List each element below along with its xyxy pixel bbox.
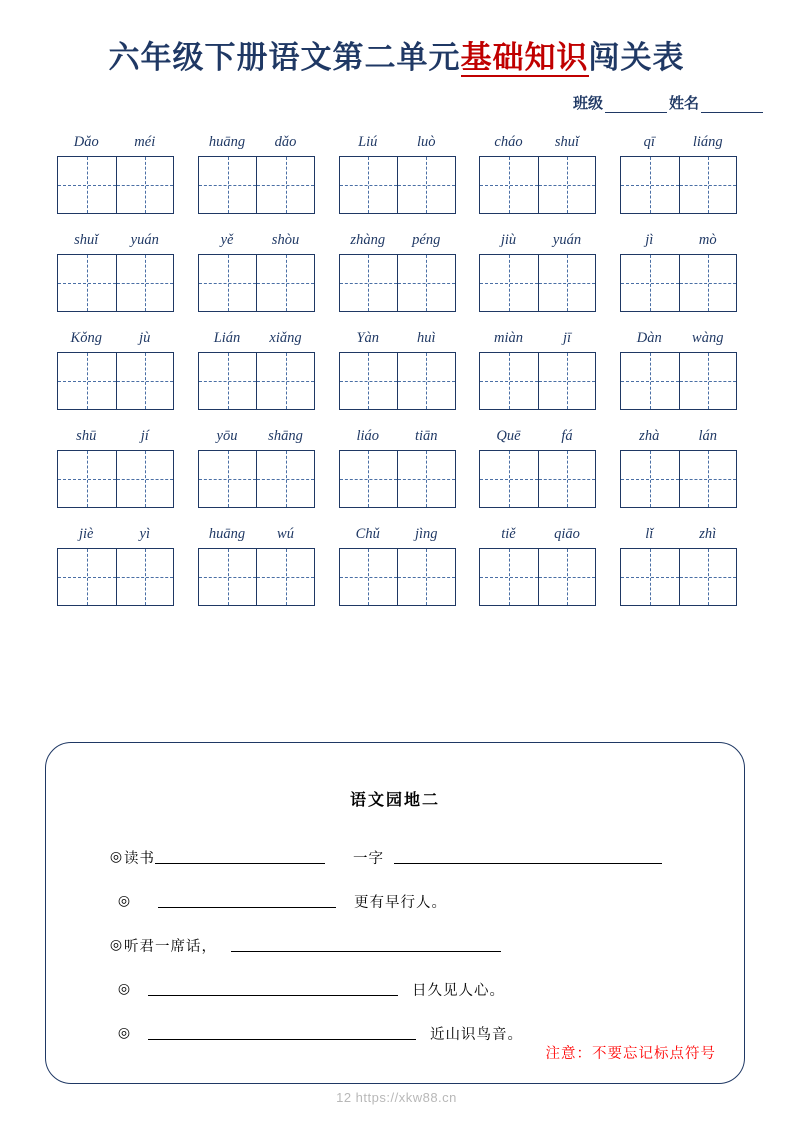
tianzi-row[interactable] (57, 352, 174, 410)
word-group (339, 128, 456, 214)
pinyin-row (198, 324, 315, 352)
pinyin-cell: Lián (213, 329, 241, 346)
question-row-2 (46, 879, 744, 923)
pinyin-row (479, 520, 596, 548)
tianzi-row[interactable] (620, 450, 737, 508)
word-group (620, 324, 737, 410)
pinyin-row (620, 324, 737, 352)
answer-blank[interactable] (148, 982, 398, 996)
pinyin-row (620, 422, 737, 450)
name-blank[interactable] (701, 98, 763, 113)
tianzi-cell[interactable] (116, 255, 174, 311)
pinyin-row (57, 226, 174, 254)
question-row-4 (46, 967, 744, 1011)
tianzi-cell[interactable] (621, 353, 679, 409)
tianzi-cell[interactable] (679, 255, 737, 311)
question-text: 读书 (124, 850, 155, 867)
tianzi-row[interactable] (198, 254, 315, 312)
tianzi-cell[interactable] (340, 353, 398, 409)
tianzi-cell[interactable] (397, 353, 455, 409)
pinyin-cell: Yàn (356, 329, 380, 346)
pinyin-cell: Dàn (636, 329, 662, 346)
pinyin-row (479, 324, 596, 352)
question-row-1 (46, 835, 744, 879)
pinyin-cell: luò (416, 133, 436, 150)
bullet-icon: ◎ (117, 893, 131, 909)
pinyin-cell: jī (562, 329, 572, 346)
question-text-mid: 一字 (353, 850, 384, 867)
tianzi-cell[interactable] (340, 255, 398, 311)
tianzi-cell[interactable] (621, 451, 679, 507)
grid-column-2 (198, 128, 315, 618)
pinyin-cell: Quē (496, 427, 521, 444)
tianzi-row[interactable] (479, 352, 596, 410)
tianzi-row[interactable] (620, 352, 737, 410)
answer-blank[interactable] (394, 850, 662, 864)
tianzi-cell[interactable] (480, 451, 538, 507)
pinyin-cell: Kǒng (70, 329, 102, 346)
pinyin-cell: shuǐ (74, 231, 99, 248)
tianzi-row[interactable] (339, 156, 456, 214)
word-group (57, 422, 174, 508)
grid-column-5 (620, 128, 737, 618)
pinyin-cell: mò (698, 231, 717, 248)
pinyin-cell: yuán (130, 231, 159, 248)
tianzi-cell[interactable] (256, 255, 314, 311)
pinyin-cell: qī (643, 133, 655, 150)
pinyin-cell: tiě (501, 525, 516, 542)
pinyin-cell: shāng (268, 427, 303, 444)
pinyin-row (198, 128, 315, 156)
pinyin-cell: shuǐ (554, 133, 580, 150)
page-title-before: 六年级下册语文第二单元 (108, 40, 461, 75)
pinyin-cell: péng (412, 231, 441, 248)
bullet-icon: ◎ (109, 937, 123, 953)
word-group (620, 520, 737, 606)
word-group (620, 226, 737, 312)
pinyin-row (339, 520, 456, 548)
word-group (339, 520, 456, 606)
tianzi-cell[interactable] (621, 255, 679, 311)
pinyin-row (479, 422, 596, 450)
pinyin-row (479, 128, 596, 156)
tianzi-cell[interactable] (116, 157, 174, 213)
pinyin-cell: huāng (208, 525, 246, 542)
word-group (57, 128, 174, 214)
pinyin-row (57, 324, 174, 352)
pinyin-cell: xiǎng (269, 329, 302, 346)
tianzi-cell[interactable] (256, 451, 314, 507)
pinyin-cell: shū (76, 427, 97, 444)
word-group (479, 520, 596, 606)
pinyin-row (198, 422, 315, 450)
tianzi-cell[interactable] (621, 157, 679, 213)
word-group (198, 520, 315, 606)
tianzi-cell[interactable] (58, 157, 116, 213)
note-text: 注意：不要忘记标点符号 (545, 1046, 716, 1062)
tianzi-cell[interactable] (58, 549, 116, 605)
tianzi-cell[interactable] (538, 451, 596, 507)
question-text-post: 日久见人心。 (412, 982, 505, 999)
tianzi-row[interactable] (479, 548, 596, 606)
grid-column-4 (479, 128, 596, 618)
tianzi-cell[interactable] (480, 549, 538, 605)
pinyin-row (339, 226, 456, 254)
tianzi-cell[interactable] (199, 549, 257, 605)
tianzi-row[interactable] (198, 450, 315, 508)
pinyin-cell: yōu (216, 427, 238, 444)
tianzi-row[interactable] (620, 156, 737, 214)
tianzi-cell[interactable] (538, 353, 596, 409)
pinyin-cell: jiè (79, 525, 94, 542)
question-text-post: 更有早行人。 (354, 894, 447, 911)
answer-blank[interactable] (155, 850, 325, 864)
tianzi-row[interactable] (620, 254, 737, 312)
pinyin-cell: wàng (692, 329, 724, 346)
pinyin-cell: huì (416, 329, 436, 346)
pinyin-grid-area (57, 128, 737, 618)
tianzi-cell[interactable] (58, 451, 116, 507)
tianzi-cell[interactable] (199, 255, 257, 311)
pinyin-cell: yuán (552, 231, 582, 248)
tianzi-row[interactable] (57, 156, 174, 214)
bullet-icon: ◎ (109, 849, 123, 865)
tianzi-cell[interactable] (679, 353, 737, 409)
tianzi-row[interactable] (339, 352, 456, 410)
pinyin-row (479, 226, 596, 254)
grid-column-1 (57, 128, 174, 618)
pinyin-row (198, 226, 315, 254)
word-group (620, 128, 737, 214)
pinyin-cell: yě (220, 231, 234, 248)
tianzi-cell[interactable] (116, 549, 174, 605)
word-group (57, 520, 174, 606)
tianzi-cell[interactable] (397, 255, 455, 311)
word-group (198, 128, 315, 214)
tianzi-row[interactable] (198, 548, 315, 606)
word-group (198, 226, 315, 312)
tianzi-cell[interactable] (538, 549, 596, 605)
pinyin-row (57, 520, 174, 548)
pinyin-cell: zhì (699, 525, 717, 542)
pinyin-cell: liáng (692, 133, 723, 150)
tianzi-cell[interactable] (340, 451, 398, 507)
pinyin-cell: huāng (208, 133, 246, 150)
pinyin-cell: Dǎo (73, 133, 99, 150)
page-title-highlight: 基础知识 (460, 40, 589, 75)
word-group (479, 128, 596, 214)
tianzi-cell[interactable] (256, 549, 314, 605)
tianzi-row[interactable] (57, 548, 174, 606)
class-blank[interactable] (605, 98, 667, 113)
pinyin-row (339, 324, 456, 352)
tianzi-cell[interactable] (256, 157, 314, 213)
pinyin-row (339, 422, 456, 450)
yuwen-yuandi-box (45, 742, 745, 1084)
tianzi-row[interactable] (479, 156, 596, 214)
pinyin-cell: Liú (358, 133, 378, 150)
pinyin-row (57, 422, 174, 450)
tianzi-cell[interactable] (116, 353, 174, 409)
pinyin-cell: méi (134, 133, 156, 150)
word-group (339, 324, 456, 410)
pinyin-cell: lán (698, 427, 718, 444)
pinyin-cell: jiù (500, 231, 517, 248)
pinyin-cell: zhàng (350, 231, 386, 248)
question-text: 听君一席话， (124, 938, 217, 955)
word-group (479, 226, 596, 312)
pinyin-cell: miàn (494, 329, 523, 346)
grid-column-3 (339, 128, 456, 618)
word-group (198, 324, 315, 410)
tianzi-row[interactable] (57, 254, 174, 312)
tianzi-row[interactable] (479, 450, 596, 508)
pinyin-cell: tiān (414, 427, 438, 444)
pinyin-cell: jí (140, 427, 149, 444)
word-group (339, 226, 456, 312)
pinyin-cell: qiāo (554, 525, 580, 542)
tianzi-cell[interactable] (679, 549, 737, 605)
tianzi-row[interactable] (339, 254, 456, 312)
student-info-line (573, 92, 765, 113)
word-group (57, 324, 174, 410)
tianzi-cell[interactable] (397, 451, 455, 507)
word-group (479, 422, 596, 508)
page-title-after: 闯关表 (588, 40, 685, 75)
pinyin-cell: fá (561, 427, 573, 444)
answer-blank[interactable] (148, 1026, 416, 1040)
watermark: 12 https://xkw88.cn (336, 1090, 457, 1105)
tianzi-cell[interactable] (116, 451, 174, 507)
question-text-post: 近山识鸟音。 (430, 1026, 523, 1043)
pinyin-cell: cháo (494, 133, 523, 150)
pinyin-row (57, 128, 174, 156)
box-title: 语文园地二 (349, 792, 440, 809)
question-row-3 (46, 923, 744, 967)
pinyin-cell: jì (645, 231, 654, 248)
answer-blank[interactable] (158, 894, 336, 908)
pinyin-cell: lǐ (645, 525, 654, 542)
tianzi-cell[interactable] (58, 255, 116, 311)
tianzi-cell[interactable] (621, 549, 679, 605)
word-group (339, 422, 456, 508)
tianzi-cell[interactable] (199, 451, 257, 507)
pinyin-row (620, 128, 737, 156)
tianzi-cell[interactable] (538, 157, 596, 213)
tianzi-cell[interactable] (58, 353, 116, 409)
tianzi-cell[interactable] (679, 451, 737, 507)
pinyin-cell: Chǔ (355, 525, 380, 542)
tianzi-row[interactable] (198, 156, 315, 214)
word-group (620, 422, 737, 508)
question-list (46, 835, 744, 1055)
tianzi-cell[interactable] (480, 255, 538, 311)
tianzi-cell[interactable] (480, 157, 538, 213)
word-group (479, 324, 596, 410)
pinyin-row (620, 226, 737, 254)
tianzi-row[interactable] (339, 450, 456, 508)
tianzi-cell[interactable] (340, 549, 398, 605)
pinyin-cell: jù (139, 329, 151, 346)
tianzi-cell[interactable] (480, 353, 538, 409)
pinyin-cell: dǎo (274, 133, 297, 150)
class-label: 班级 (572, 96, 603, 112)
bullet-icon: ◎ (117, 981, 131, 997)
name-label: 姓名 (668, 96, 699, 112)
pinyin-cell: yì (139, 525, 150, 542)
pinyin-row (198, 520, 315, 548)
pinyin-cell: liáo (356, 427, 380, 444)
tianzi-row[interactable] (479, 254, 596, 312)
tianzi-cell[interactable] (199, 157, 257, 213)
word-group (57, 226, 174, 312)
tianzi-row[interactable] (339, 548, 456, 606)
word-group (198, 422, 315, 508)
answer-blank[interactable] (231, 938, 501, 952)
pinyin-cell: wú (277, 525, 294, 542)
tianzi-row[interactable] (57, 450, 174, 508)
tianzi-row[interactable] (620, 548, 737, 606)
tianzi-cell[interactable] (397, 549, 455, 605)
pinyin-cell: zhà (639, 427, 660, 444)
page-title (0, 32, 793, 77)
tianzi-row[interactable] (198, 352, 315, 410)
tianzi-cell[interactable] (679, 157, 737, 213)
tianzi-cell[interactable] (199, 353, 257, 409)
tianzi-cell[interactable] (256, 353, 314, 409)
pinyin-cell: shòu (271, 231, 300, 248)
tianzi-cell[interactable] (538, 255, 596, 311)
pinyin-row (620, 520, 737, 548)
pinyin-row (339, 128, 456, 156)
tianzi-cell[interactable] (340, 157, 398, 213)
pinyin-cell: jìng (414, 525, 438, 542)
bullet-icon: ◎ (117, 1025, 131, 1041)
tianzi-cell[interactable] (397, 157, 455, 213)
